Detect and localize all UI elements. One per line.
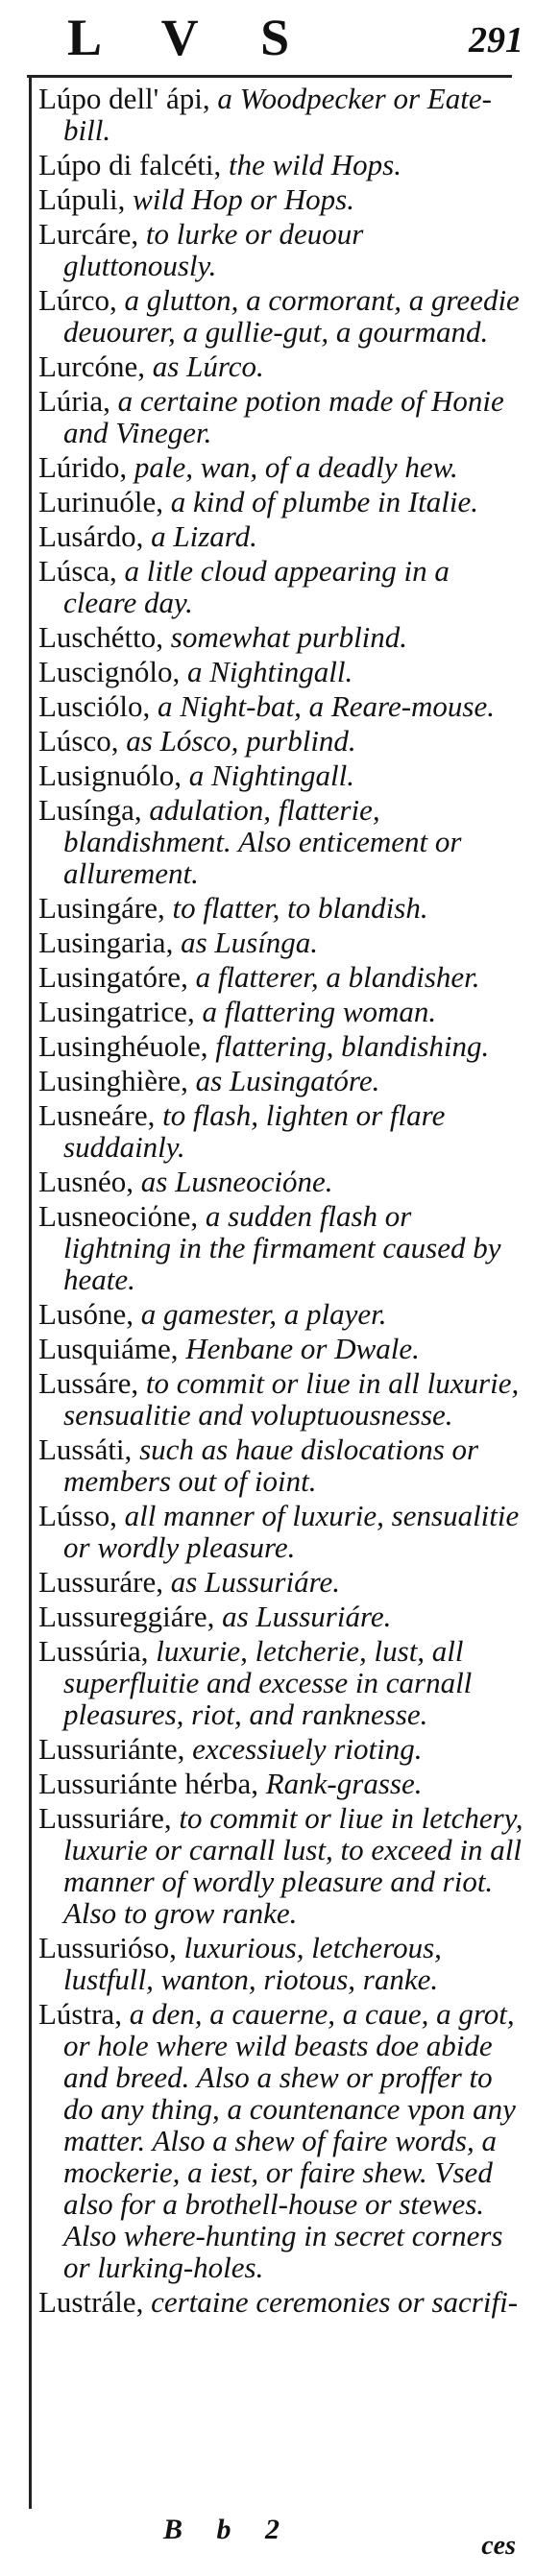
entry-definition: certaine ceremonies or sacrifi-	[143, 2285, 519, 2319]
entry-headword: Lústra,	[38, 1997, 122, 2031]
entry-headword: Lusingatóre,	[38, 960, 188, 994]
entry-headword: Lússo,	[38, 1499, 117, 1532]
dictionary-entry	[38, 1733, 523, 1765]
entry-definition: a Nightingall.	[181, 758, 354, 792]
entry-definition: as Lósco, purblind.	[118, 724, 356, 758]
catchword: ces	[481, 2531, 516, 2561]
column-rule	[29, 75, 32, 2509]
dictionary-entry	[38, 621, 523, 653]
dictionary-entry	[38, 350, 523, 382]
entry-headword: Lusínga,	[38, 793, 142, 827]
entry-definition: a flatterer, a blandisher.	[187, 960, 480, 994]
dictionary-entry	[38, 1099, 523, 1163]
entry-definition: a sudden flash or lightning in the firmament caused by heate.	[63, 1199, 501, 1296]
dictionary-entry	[38, 1166, 523, 1197]
dictionary-column	[38, 83, 523, 2321]
entry-headword: Lúria,	[38, 384, 110, 418]
dictionary-entry	[38, 1601, 523, 1632]
entry-definition: as Lussuriáre.	[162, 1565, 341, 1599]
entry-definition: Rank-grasse.	[257, 1767, 423, 1800]
entry-definition: a kind of plumbe in Italie.	[163, 485, 479, 518]
entry-definition: wild Hop or Hops.	[125, 182, 354, 216]
signature-mark: B b 2	[163, 2514, 294, 2545]
entry-headword: Lussurióso,	[38, 1931, 177, 1964]
dictionary-entry	[38, 451, 523, 483]
entry-definition: Henbane or Dwale.	[178, 1332, 420, 1365]
entry-definition: excessiuely rioting.	[184, 1732, 423, 1766]
entry-definition: luxurious, letcherous, lustfull, wanton, riotous, ranke.	[63, 1931, 442, 1996]
dictionary-entry	[38, 690, 523, 722]
dictionary-entry	[38, 520, 523, 552]
entry-definition: to commit or liue in letchery, luxurie or carnall lust, to exceed in all manner of wordly pleasure and riot. Also to grow ranke.	[63, 1801, 523, 1930]
dictionary-entry	[38, 1200, 523, 1295]
entry-definition: pale, wan, of a deadly hew.	[127, 450, 458, 484]
entry-headword: Lúpuli,	[38, 182, 126, 216]
entry-definition: as Lussuriáre.	[214, 1600, 392, 1633]
entry-headword: Lurcáre,	[38, 217, 139, 251]
entry-definition: somewhat purblind.	[163, 620, 408, 654]
entry-headword: Lustrále,	[38, 2285, 144, 2319]
entry-headword: Lurcóne,	[38, 349, 146, 383]
entry-definition: to lurke or deuour gluttonously.	[63, 217, 364, 282]
dictionary-entry	[38, 1367, 523, 1431]
dictionary-entry	[38, 1802, 523, 1929]
entry-definition: as Lusínga.	[173, 926, 319, 959]
entry-definition: a litle cloud appearing in a cleare day.	[63, 554, 450, 619]
entry-headword: Lusneáre,	[38, 1098, 156, 1132]
dictionary-entry	[38, 794, 523, 889]
entry-headword: Lúpo dell' ápi,	[38, 82, 210, 115]
dictionary-entry	[38, 149, 523, 181]
entry-definition: a den, a cauerne, a caue, a grot, or hole where wild beasts doe abide and breed. Also a shew or proffer to do any thing, a countenance vpon any matter. Also a shew of faire words, a mockerie, a iest, or faire shew. Vsed also for a brothell-house or stewes. Also where-hunting in secret corners or lurking-holes.	[63, 1997, 516, 2284]
dictionary-entry	[38, 725, 523, 757]
entry-definition: adulation, flatterie, blandishment. Also enticement or allurement.	[63, 793, 462, 890]
entry-definition: a certaine potion made of Honie and Vineger.	[63, 384, 504, 449]
entry-headword: Lurinuóle,	[38, 485, 163, 518]
dictionary-entry	[38, 892, 523, 924]
entry-definition: flattering, blandishing.	[207, 1029, 490, 1063]
entry-headword: Lussuráre,	[38, 1565, 163, 1599]
entry-headword: Lussúria,	[38, 1634, 149, 1668]
entry-definition: a glutton, a cormorant, a greedie deuourer, a gullie-gut, a gourmand.	[63, 283, 520, 349]
entry-headword: Lussuriánte,	[38, 1732, 185, 1766]
entry-definition: to flatter, to blandish.	[164, 891, 428, 925]
entry-headword: Lusnéo,	[38, 1165, 134, 1198]
dictionary-entry	[38, 1333, 523, 1364]
dictionary-entry	[38, 385, 523, 448]
dictionary-entry	[38, 1998, 523, 2283]
running-head: L V S	[67, 9, 315, 66]
entry-headword: Lusingaria,	[38, 926, 174, 959]
entry-definition: all manner of luxurie, sensualitie or wordly pleasure.	[63, 1499, 520, 1564]
entry-definition: as Lusneociόne.	[134, 1165, 333, 1198]
entry-headword: Lusquiáme,	[38, 1332, 179, 1365]
dictionary-entry	[38, 1433, 523, 1497]
entry-headword: Lusóne,	[38, 1297, 134, 1331]
entry-definition: a flattering woman.	[194, 995, 437, 1028]
dictionary-entry	[38, 1065, 523, 1096]
entry-headword: Lusingatrice,	[38, 995, 195, 1028]
dictionary-entry	[38, 1298, 523, 1330]
entry-headword: Lussuriáre,	[38, 1801, 172, 1835]
entry-definition: a gamester, a player.	[134, 1297, 387, 1331]
entry-headword: Lúrido,	[38, 450, 128, 484]
entry-headword: Lussuriánte hérba,	[38, 1767, 258, 1800]
entry-headword: Lusinghéuole,	[38, 1029, 208, 1063]
entry-definition: a Lizard.	[143, 519, 257, 553]
dictionary-entry	[38, 927, 523, 958]
entry-headword: Lusignuólo,	[38, 758, 182, 792]
entry-headword: Lusinghière,	[38, 1064, 188, 1097]
entry-headword: Lusingáre,	[38, 891, 165, 925]
entry-headword: Lúsca,	[38, 554, 117, 588]
dictionary-entry	[38, 1932, 523, 1995]
entry-headword: Lussureggiáre,	[38, 1600, 215, 1633]
entry-headword: Lúpo di falcéti,	[38, 148, 222, 181]
dictionary-entry	[38, 218, 523, 281]
dictionary-entry	[38, 183, 523, 215]
entry-definition: such as haue dislocations or members out of ioint.	[63, 1432, 479, 1498]
entry-headword: Lusciólo,	[38, 689, 151, 723]
entry-definition: a Night-bat, a Reare-mouse.	[150, 689, 495, 723]
entry-headword: Lusneociόne,	[38, 1199, 199, 1233]
dictionary-entry	[38, 284, 523, 348]
dictionary-entry	[38, 996, 523, 1027]
entry-definition: to flash, lighten or flare suddainly.	[63, 1098, 446, 1164]
entry-definition: a Woodpecker or Eate-bill.	[63, 82, 492, 147]
entry-definition: a Nightingall.	[180, 655, 353, 688]
entry-definition: as Lúrco.	[145, 349, 264, 383]
entry-headword: Luscignólo,	[38, 655, 181, 688]
entry-definition: as Lusingatóre.	[187, 1064, 380, 1097]
entry-headword: Luschétto,	[38, 620, 163, 654]
entry-headword: Lusárdo,	[38, 519, 144, 553]
dictionary-entry	[38, 961, 523, 993]
dictionary-entry	[38, 555, 523, 618]
dictionary-entry	[38, 2286, 523, 2318]
entry-definition: the wild Hops.	[221, 148, 401, 181]
dictionary-entry	[38, 759, 523, 791]
entry-headword: Lussáre,	[38, 1366, 139, 1400]
dictionary-entry	[38, 486, 523, 518]
dictionary-entry	[38, 1500, 523, 1563]
entry-headword: Lúsco,	[38, 724, 119, 758]
entry-headword: Lúrco,	[38, 283, 117, 317]
entry-headword: Lussáti,	[38, 1432, 133, 1466]
page-header	[0, 0, 535, 77]
dictionary-entry	[38, 1566, 523, 1598]
entry-definition: luxurie, letcherie, lust, all superfluitie and excesse in carnall pleasures, riot, and ranknesse.	[63, 1634, 473, 1731]
dictionary-entry	[38, 1768, 523, 1799]
dictionary-entry	[38, 83, 523, 146]
dictionary-entry	[38, 1030, 523, 1062]
dictionary-entry	[38, 1635, 523, 1730]
top-rule	[27, 75, 512, 78]
page-number: 291	[469, 20, 523, 60]
entry-definition: to commit or liue in all luxurie, sensualitie and voluptuousnesse.	[63, 1366, 520, 1432]
dictionary-entry	[38, 656, 523, 687]
